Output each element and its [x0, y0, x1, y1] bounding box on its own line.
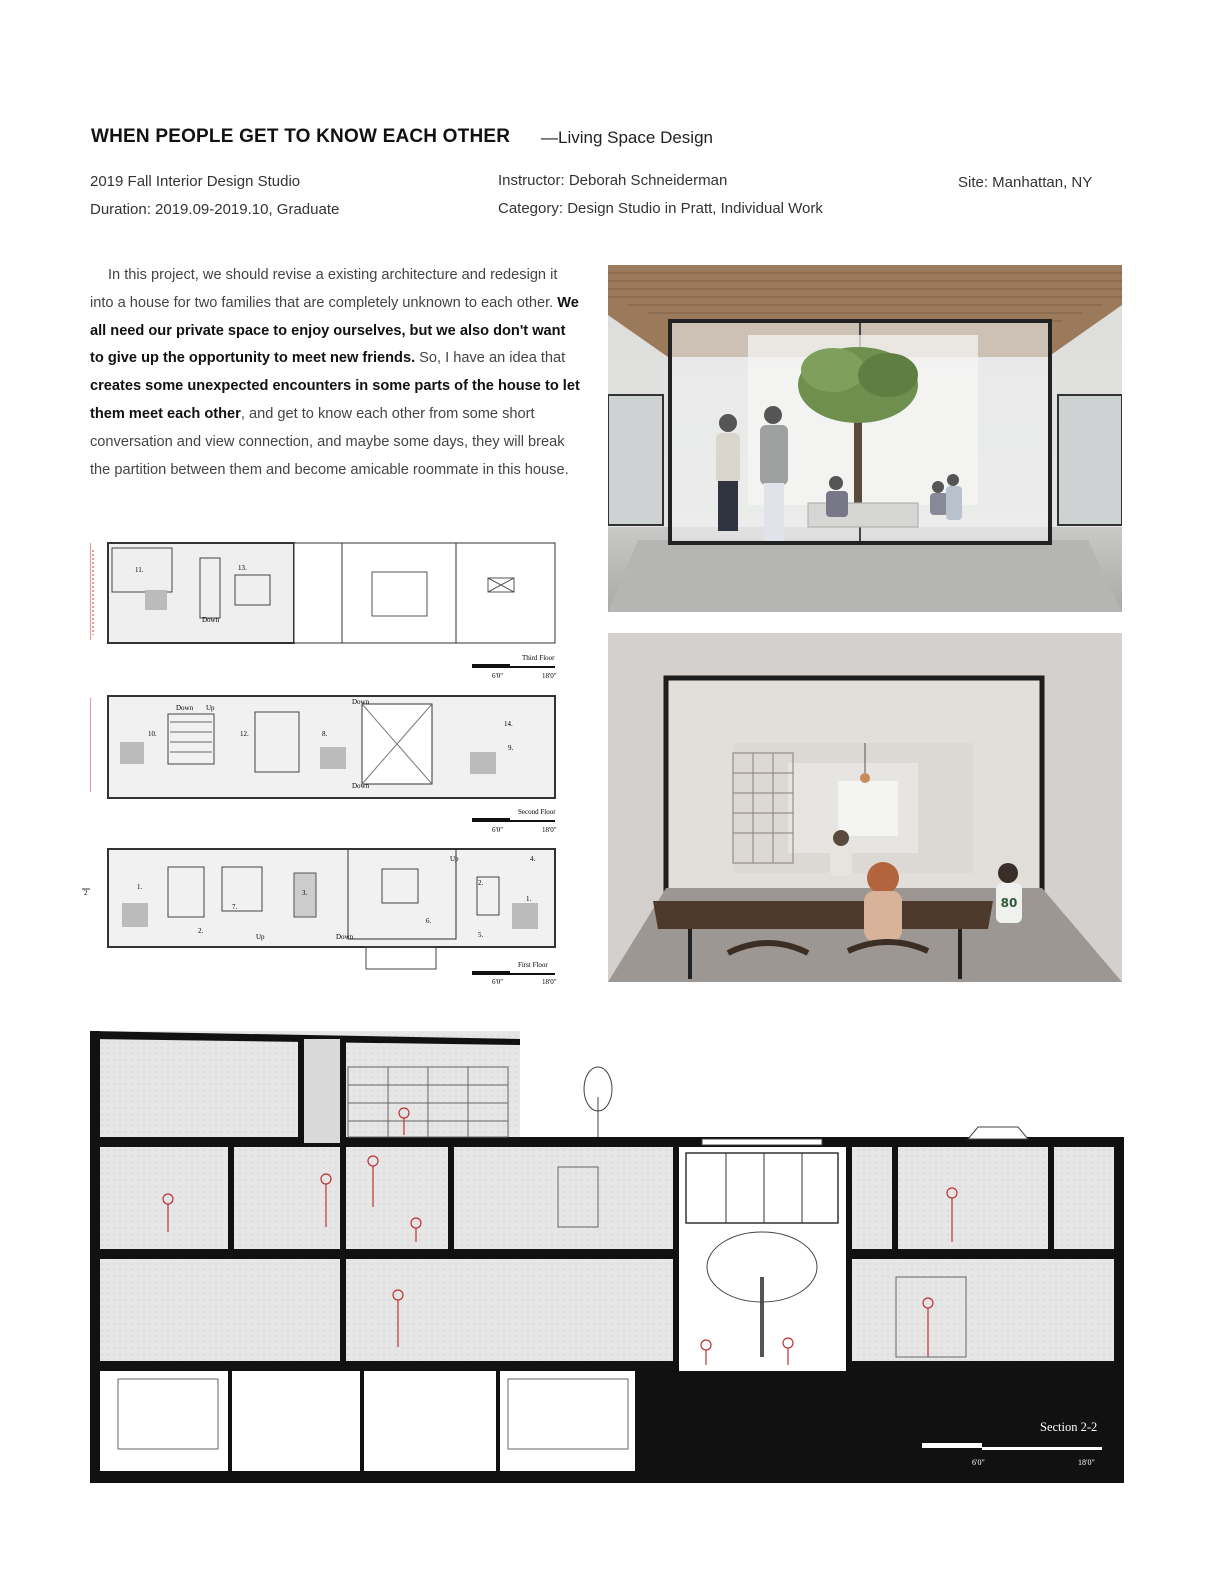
dining-render — [608, 633, 1122, 982]
description-bold-2: creates some unexpected encounters in some parts of the house to let them meet each other — [90, 378, 580, 422]
room-5-label: 5. — [478, 931, 484, 939]
page-subtitle: —Living Space Design — [541, 128, 713, 147]
section-scale-a: 6'0" — [972, 1458, 985, 1467]
down-label-3f: Down — [202, 616, 220, 624]
section-drawing — [88, 1027, 1124, 1483]
room-12-label: 12. — [240, 730, 249, 738]
project-description — [90, 262, 582, 484]
room-14-label: 14. — [504, 720, 513, 728]
third-floor-label: Third Floor — [522, 654, 555, 662]
studio-text: 2019 Fall Interior Design Studio — [90, 173, 301, 190]
third-floor-plan — [90, 540, 560, 682]
room-1-label: 1. — [137, 883, 143, 891]
up-label-2f: Up — [206, 704, 215, 712]
description-bold-1: We all need our private space to enjoy ourselves, but we also don't want to give up the opportunity to meet new friends. — [90, 294, 579, 367]
duration-text: Duration: 2019.09-2019.10, Graduate — [90, 201, 340, 218]
down-label-2f: Down — [176, 704, 194, 712]
second-floor-scale-a: 6'0" — [492, 826, 504, 834]
section-marker-left: 2 — [84, 889, 88, 897]
up-label-1f: Up — [256, 933, 265, 941]
first-floor-plan — [82, 843, 562, 985]
second-floor-label: Second Floor — [518, 808, 556, 816]
section-scale-b: 18'0" — [1078, 1458, 1095, 1467]
site-text: Site: Manhattan, NY — [958, 174, 1093, 191]
room-2b-label: 2. — [478, 879, 484, 887]
courtyard-render — [608, 265, 1122, 612]
room-2-label: 2. — [198, 927, 204, 935]
description-text-3: , and get to know each other from some short conversation and view connection, and maybe some days, they will break the partition between them and become amicable roommate in this house. — [90, 405, 569, 478]
room-7-label: 7. — [232, 903, 238, 911]
room-4-label: 4. — [530, 855, 536, 863]
room-6-label: 6. — [426, 917, 432, 925]
first-floor-scale-a: 6'0" — [492, 978, 504, 985]
room-3-label: 3. — [302, 889, 308, 897]
second-floor-plan — [90, 692, 560, 834]
shirt-number: 80 — [1000, 896, 1018, 910]
description-text-1: In this project, we should revise a existing architecture and redesign it into a house for two families that are completely unknown to each other. — [90, 267, 558, 311]
third-floor-scale-a: 6'0" — [492, 672, 504, 680]
first-floor-label: First Floor — [518, 961, 548, 969]
section-label: Section 2-2 — [1040, 1420, 1098, 1434]
room-9-label: 9. — [508, 744, 514, 752]
first-floor-scale-b: 18'0" — [542, 978, 557, 985]
down-label-2f-c: Down — [352, 782, 370, 790]
room-13-label: 13. — [238, 564, 247, 572]
third-floor-scale-b: 18'0" — [542, 672, 557, 680]
room-11-label: 11. — [135, 566, 144, 574]
down-label-1f: Down — [336, 933, 354, 941]
second-floor-scale-b: 18'0" — [542, 826, 557, 834]
down-label-2f-b: Down — [352, 698, 370, 706]
room-1b-label: 1. — [526, 895, 532, 903]
page-title: WHEN PEOPLE GET TO KNOW EACH OTHER — [91, 126, 511, 147]
up-label-1f-b: Up — [450, 855, 459, 863]
room-10-label: 10. — [148, 730, 157, 738]
category-text: Category: Design Studio in Pratt, Individual Work — [498, 200, 823, 217]
description-text-2: So, I have an idea that — [415, 350, 566, 367]
room-8-label: 8. — [322, 730, 328, 738]
instructor-text: Instructor: Deborah Schneiderman — [498, 172, 728, 189]
